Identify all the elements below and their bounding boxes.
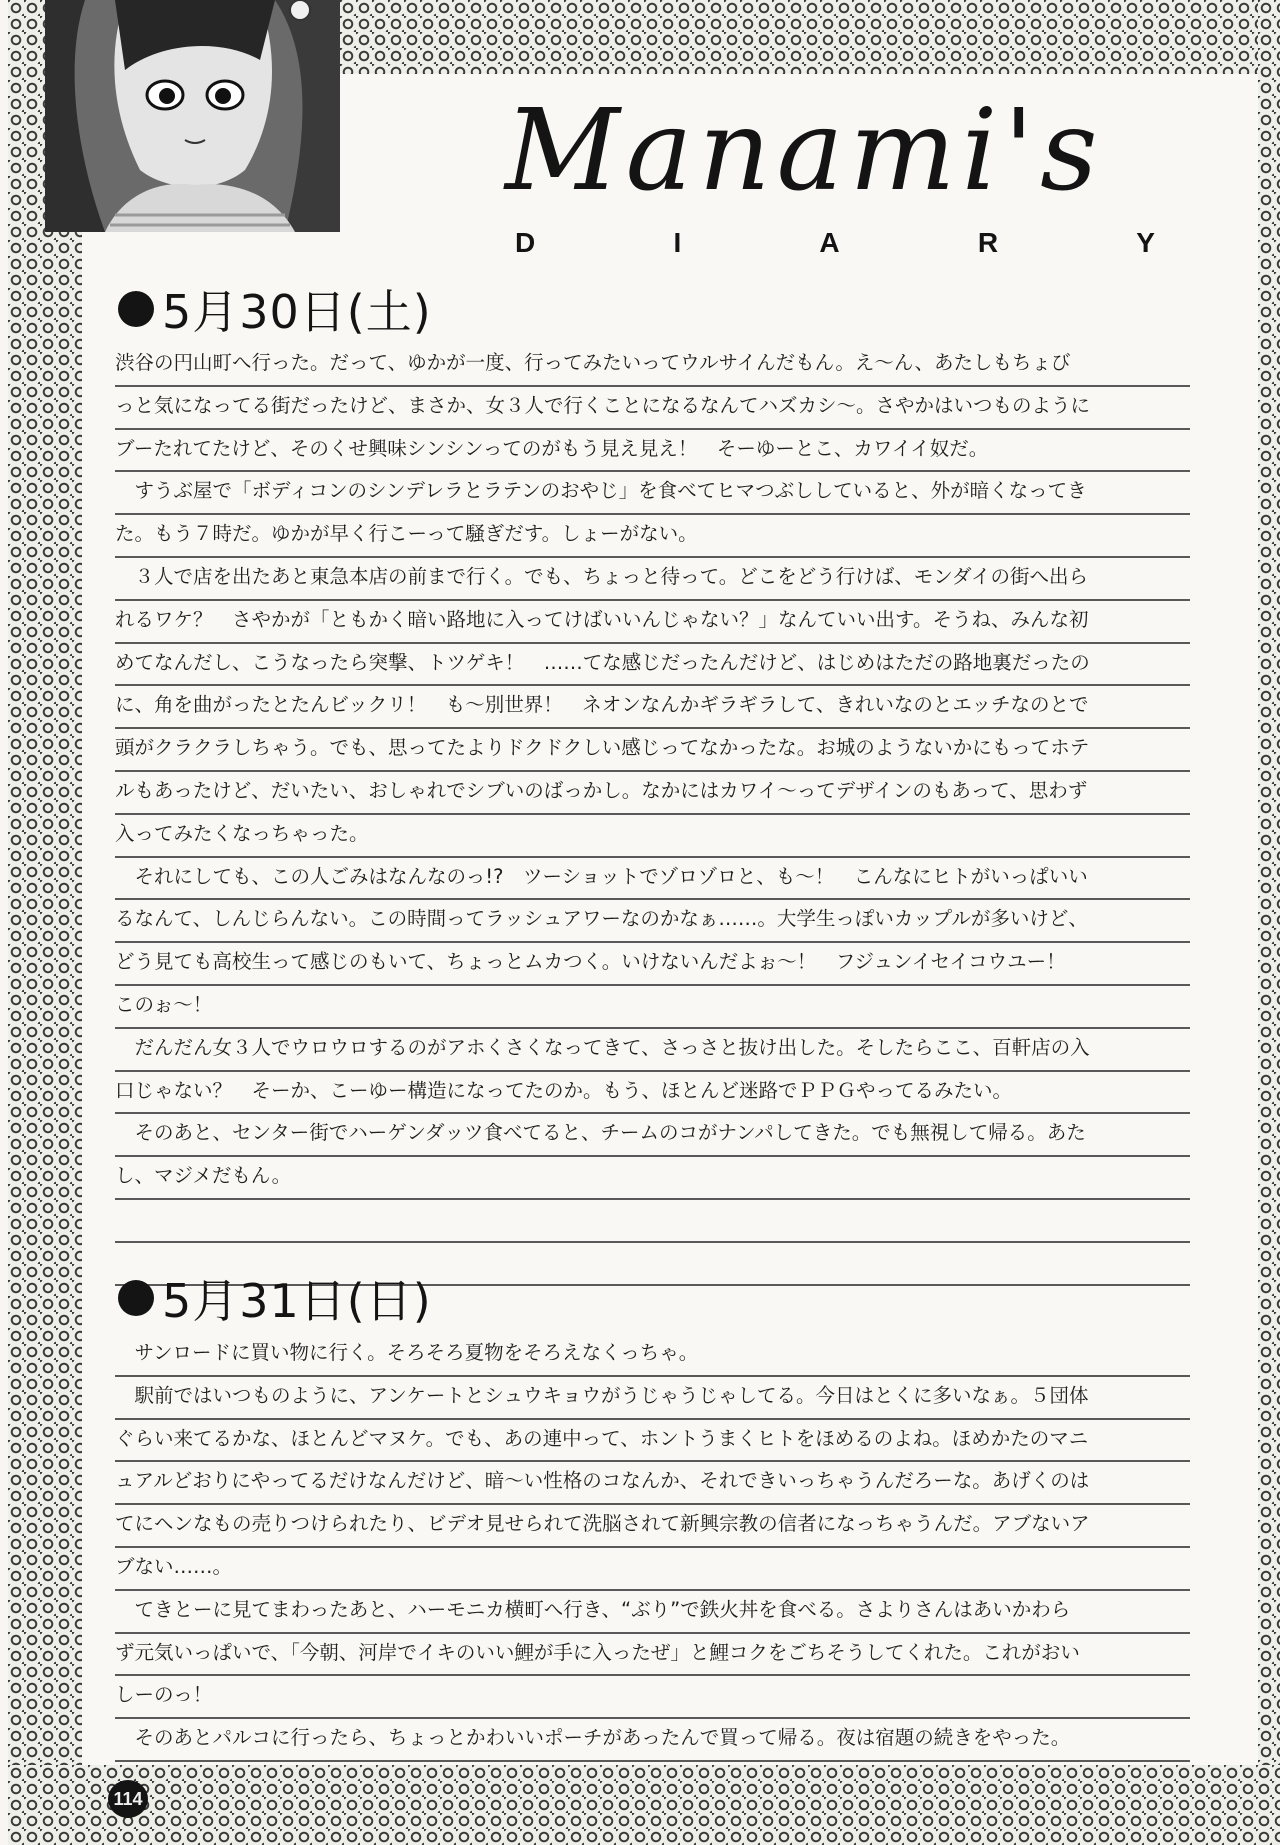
subtitle-letter: D [515, 227, 536, 258]
decorative-border-top [340, 0, 1275, 74]
entry-line: てにヘンなもの売りつけられたり、ビデオ見せられて洗脳されて新興宗教の信者になっちゃうんだ。アブないア [115, 1505, 1190, 1548]
entry-line: ３人で店を出たあと東急本店の前まで行く。でも、ちょっと待って。どこをどう行けば、モンダイの街へ出ら [115, 558, 1190, 601]
subtitle-letter: Y [1136, 227, 1155, 258]
entry-line: それにしても、この人ごみはなんなのっ!? ツーショットでゾロゾロと、も～！ こんなにヒトがいっぱいい [115, 858, 1190, 901]
diary-entry-body [115, 344, 1190, 1286]
diary-entry-body [115, 1334, 1190, 1762]
entry-line: 頭がクラクラしちゃう。でも、思ってたよりドクドクしい感じってなかったな。お城のようないかにもってホテ [115, 729, 1190, 772]
page-number: 114 [108, 1780, 148, 1818]
entry-line: しーのっ！ [115, 1676, 1190, 1719]
entry-line: ブない……。 [115, 1548, 1190, 1591]
entry-line: に、角を曲がったとたんビックリ！ も～別世界！ ネオンなんかギラギラして、きれいなのとエッチなのとで [115, 686, 1190, 729]
entry-line: そのあと、センター街でハーゲンダッツ食べてると、チームのコがナンパしてきた。でも無視して帰る。あた [115, 1114, 1190, 1157]
entry-date: 5月30日(土) [162, 285, 432, 339]
character-portrait [45, 0, 340, 232]
entry-line: し、マジメだもん。 [115, 1157, 1190, 1200]
subtitle-letter: R [977, 227, 999, 258]
decorative-border-right [1258, 0, 1280, 1845]
entry-line: そのあとパルコに行ったら、ちょっとかわいいポーチがあったんで買って帰る。夜は宿題の続きをやった。 [115, 1719, 1190, 1762]
decorative-border-left [8, 0, 82, 1845]
entry-line: だんだん女３人でウロウロするのがアホくさくなってきて、さっさと抜け出した。そしたらここ、百軒店の入 [115, 1029, 1190, 1072]
entry-date-heading [118, 1265, 432, 1331]
entry-line: 渋谷の円山町へ行った。だって、ゆかが一度、行ってみたいってウルサイんだもん。え～ん、あたしもちょび [115, 344, 1190, 387]
decorative-border-bottom [8, 1765, 1280, 1845]
entry-line: すうぶ屋で「ボディコンのシンデレラとラテンのおやじ」を食べてヒマつぶししていると、外が暗くなってき [115, 472, 1190, 515]
entry-line: ュアルどおりにやってるだけなんだけど、暗～い性格のコなんか、それできいっちゃうんだろーな。あげくのは [115, 1462, 1190, 1505]
entry-line [115, 1200, 1190, 1243]
entry-line: ルもあったけど、だいたい、おしゃれでシブいのばっかし。なかにはカワイ～ってデザインのもあって、思わず [115, 772, 1190, 815]
entry-line: てきとーに見てまわったあと、ハーモニカ横町へ行き、“ぶり”で鉄火丼を食べる。さよりさんはあいかわら [115, 1591, 1190, 1634]
diary-title [505, 86, 1205, 265]
entry-line: ブーたれてたけど、そのくせ興味シンシンってのがもう見え見え！ そーゆーとこ、カワイイ奴だ。 [115, 430, 1190, 473]
entry-line: れるワケ？ さやかが「ともかく暗い路地に入ってけばいいんじゃない？」なんていい出す。そうね、みんな初 [115, 601, 1190, 644]
title-script-text: Manami's [505, 86, 1104, 216]
bullet-dot-icon [118, 291, 154, 327]
subtitle-letter: I [673, 227, 682, 258]
entry-line: ず元気いっぱいで、「今朝、河岸でイキのいい鯉が手に入ったぜ」と鯉コクをごちそうしてくれた。これがおい [115, 1634, 1190, 1677]
entry-line: サンロードに買い物に行く。そろそろ夏物をそろえなくっちゃ。 [115, 1334, 1190, 1377]
entry-date: 5月31日(日) [162, 1274, 432, 1328]
entry-line: た。もう７時だ。ゆかが早く行こーって騒ぎだす。しょーがない。 [115, 515, 1190, 558]
title-subtitle [515, 227, 1155, 259]
entry-line: 口じゃない？ そーか、こーゆー構造になってたのか。もう、ほとんど迷路でＰＰＧやってるみたい。 [115, 1072, 1190, 1115]
entry-line: ぐらい来てるかな、ほとんどマヌケ。でも、あの連中って、ホントうまくヒトをほめるのよね。ほめかたのマニ [115, 1420, 1190, 1463]
entry-date-heading [118, 276, 432, 342]
entry-line: どう見ても高校生って感じのもいて、ちょっとムカつく。いけないんだよぉ～！ フジュンイセイコウユー！ [115, 943, 1190, 986]
entry-line: るなんて、しんじらんない。この時間ってラッシュアワーなのかなぁ……。大学生っぽいカップルが多いけど、 [115, 900, 1190, 943]
entry-line: めてなんだし、こうなったら突撃、トツゲキ！ ……てな感じだったんだけど、はじめはただの路地裏だったの [115, 644, 1190, 687]
entry-line: このぉ～！ [115, 986, 1190, 1029]
entry-line: っと気になってる街だったけど、まさか、女３人で行くことになるなんてハズカシ～。さやかはいつものように [115, 387, 1190, 430]
subtitle-letter: A [819, 227, 840, 258]
entry-line: 入ってみたくなっちゃった。 [115, 815, 1190, 858]
entry-line: 駅前ではいつものように、アンケートとシュウキョウがうじゃうじゃしてる。今日はとくに多いなぁ。５団体 [115, 1377, 1190, 1420]
bullet-dot-icon [118, 1280, 154, 1316]
